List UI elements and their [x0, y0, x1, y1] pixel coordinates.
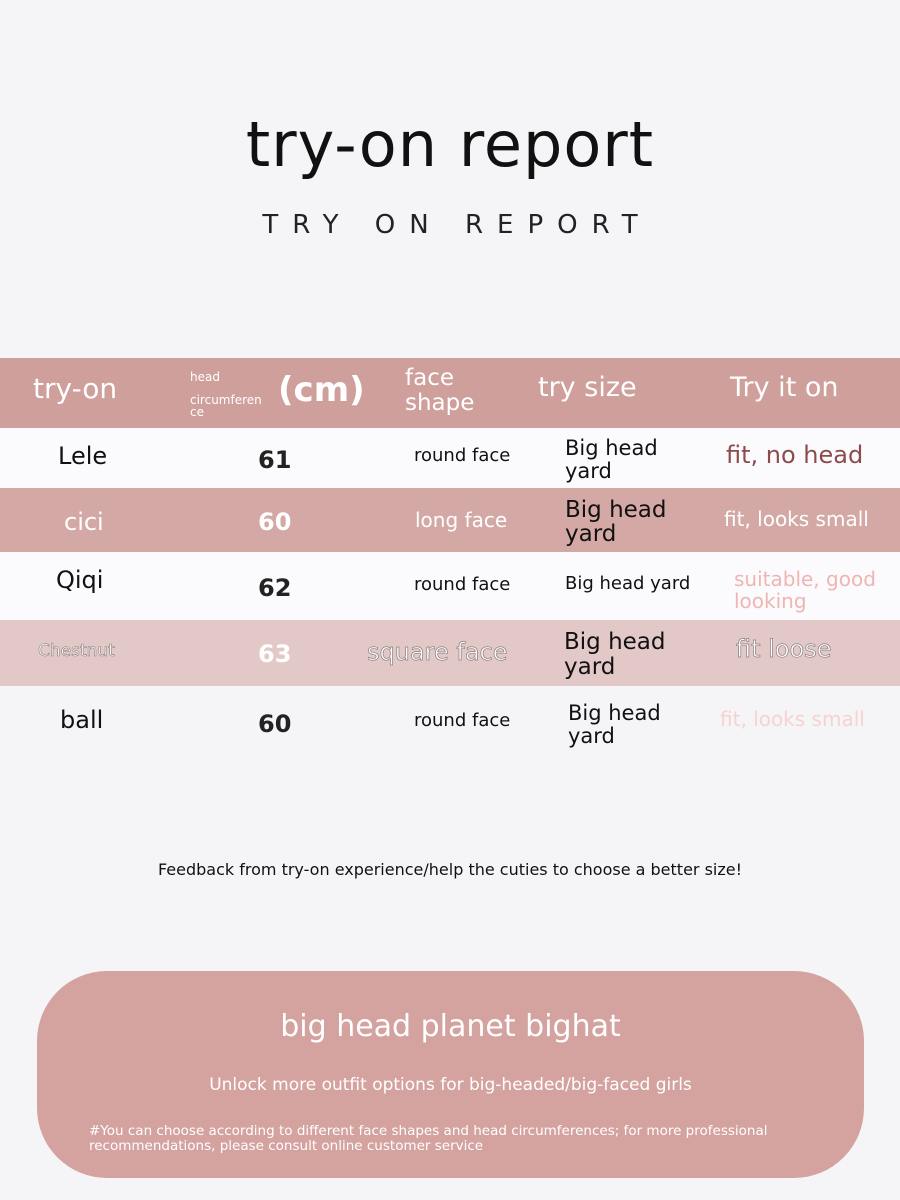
row-fit: fit, looks small — [724, 507, 869, 531]
row-size: Big head yard — [568, 701, 661, 748]
row-name: cici — [64, 508, 104, 536]
row-face: round face — [414, 710, 511, 731]
feedback-text: Feedback from try-on experience/help the cuties to choose a better size! — [157, 860, 743, 879]
row-face: square face — [367, 638, 508, 666]
banner-note: #You can choose according to different face shapes and head circumferences; for more professional recommendations, please consult online customer service — [89, 1123, 768, 1154]
col-header-try-it-on: Try it on — [730, 372, 839, 403]
row-size: Big head yard — [565, 573, 691, 594]
table-header — [0, 358, 900, 428]
row-name: ball — [60, 706, 104, 734]
row-head: 63 — [258, 640, 292, 668]
row-fit: suitable, good looking — [734, 567, 876, 613]
row-name: Qiqi — [56, 566, 104, 594]
table-row — [0, 620, 900, 686]
col-header-head: head — [190, 370, 220, 384]
banner-title: big head planet bighat — [280, 1009, 621, 1044]
row-size: Big head yard — [565, 436, 658, 483]
row-head: 61 — [258, 446, 292, 474]
row-name: Lele — [58, 442, 108, 470]
col-header-face-shape: face shape — [405, 365, 475, 416]
table-row — [0, 686, 900, 756]
row-head: 60 — [258, 508, 292, 536]
row-fit: fit, no head — [726, 441, 864, 469]
row-head: 60 — [258, 710, 292, 738]
page-title: try-on report — [245, 108, 655, 181]
banner-subtitle: Unlock more outfit options for big-headed/big-faced girls — [209, 1075, 692, 1095]
row-fit: fit, looks small — [720, 707, 865, 731]
row-size: Big head yard — [565, 497, 667, 547]
table-row — [0, 488, 900, 552]
row-face: long face — [415, 508, 508, 532]
table-row — [0, 428, 900, 488]
col-header-circumference: circumference — [190, 393, 262, 419]
col-header-tryon: try-on — [33, 372, 118, 405]
row-head: 62 — [258, 574, 292, 602]
col-header-unit: (cm) — [278, 370, 365, 410]
row-name: Chestnut — [38, 641, 115, 661]
table-row — [0, 552, 900, 620]
row-size: Big head yard — [564, 629, 666, 680]
page-subtitle: TRY ON REPORT — [262, 210, 652, 240]
col-header-try-size: try size — [538, 372, 637, 403]
row-fit: fit loose — [736, 635, 832, 663]
row-face: round face — [414, 445, 511, 466]
brand-banner — [37, 971, 864, 1178]
row-face: round face — [414, 574, 511, 595]
